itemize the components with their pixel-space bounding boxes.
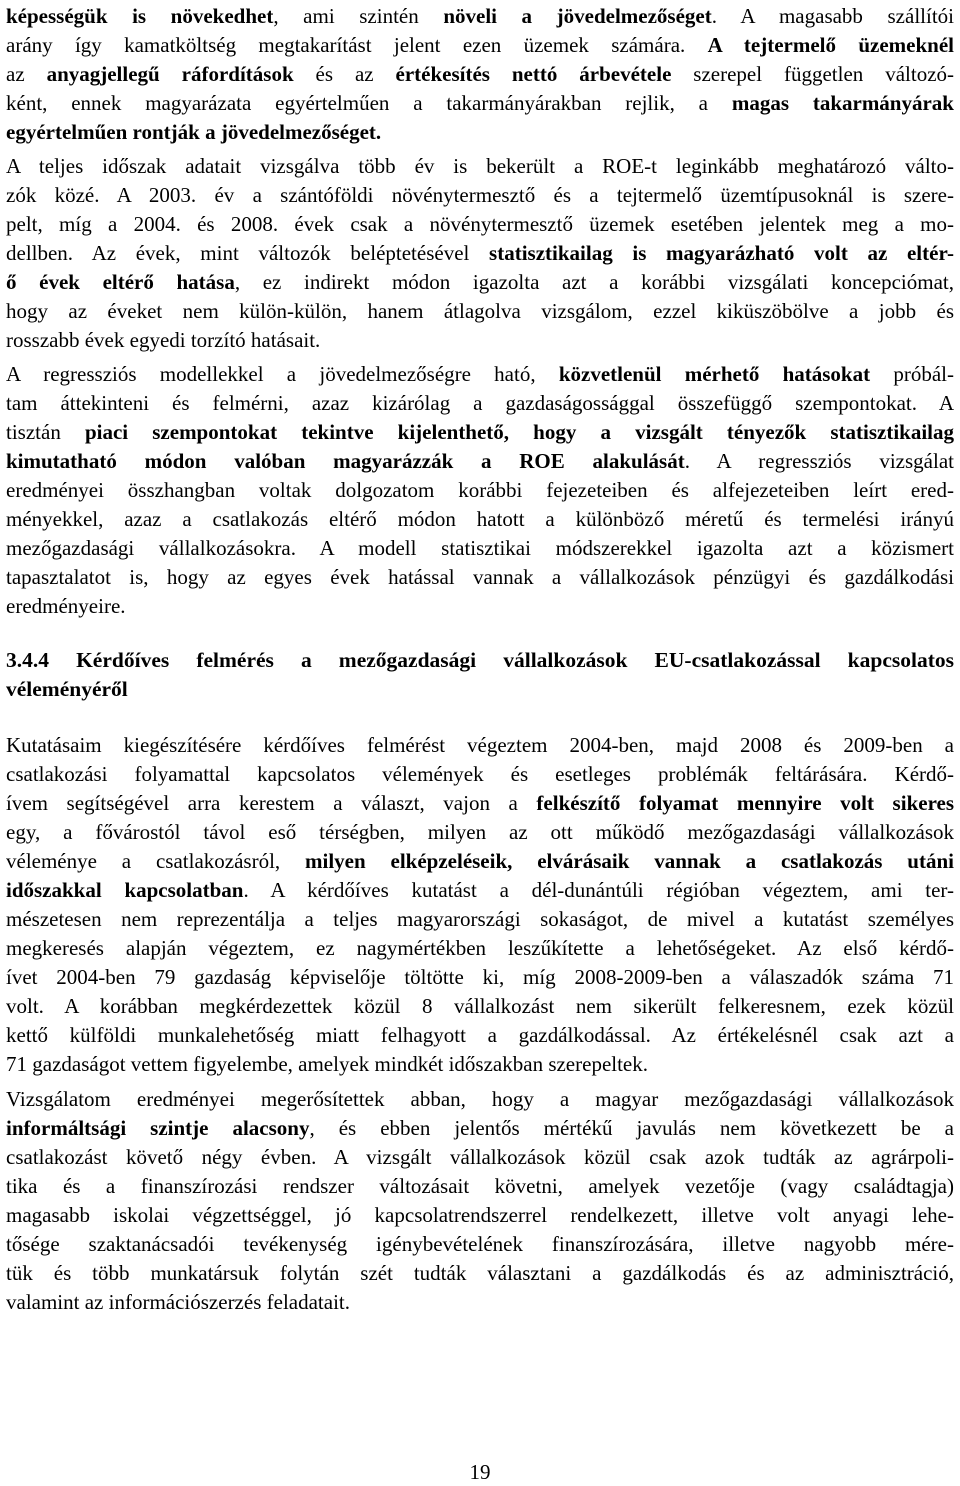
text-run: tam áttekinteni és felmérni, azaz kizárólag a gazdaságossággal összefüggő szempontokat. A xyxy=(6,391,954,415)
text-line xyxy=(6,1143,954,1172)
text-run: mészetesen nem reprezentálja a teljes magyarországi sokaságot, de mivel a kutatást személyes xyxy=(6,907,954,931)
text-run: , és ebben jelentős mértékű javulás nem következett be a xyxy=(309,1116,954,1140)
text-run: tisztán xyxy=(6,420,85,444)
bold-text-run: időszakkal kapcsolatban xyxy=(6,878,244,902)
text-line xyxy=(6,326,954,355)
bold-text-run: magas takarmányárak xyxy=(731,91,954,115)
text-run: . A magasabb szállítói xyxy=(711,4,954,28)
text-line xyxy=(6,297,954,326)
text-run: eredményei összhangban voltak dolgozatom korábbi fejezeteiben és alfejezeteiben leírt ered- xyxy=(6,478,954,502)
text-run: csatlakozási folyamattal kapcsolatos vélemények és esetleges problémák feltárására. Kérdő- xyxy=(6,762,954,786)
text-run: szerepel független változó- xyxy=(671,62,955,86)
text-line xyxy=(6,152,954,181)
text-run: eredményeire. xyxy=(6,594,126,618)
text-line xyxy=(6,905,954,934)
text-run: tősége szaktanácsadói tevékenység igénybevételének finanszírozására, illetve nagyobb mére- xyxy=(6,1232,954,1256)
text-line xyxy=(6,210,954,239)
text-run: 71 gazdaságot vettem figyelembe, amelyek mindkét időszakban szerepeltek. xyxy=(6,1052,649,1076)
text-run: . A kérdőíves kutatást a dél-dunántúli régióban végeztem, ami ter- xyxy=(243,878,954,902)
text-line xyxy=(6,934,954,963)
text-line xyxy=(6,268,954,297)
text-run: Vizsgálatom eredményei megerősítettek abban, hogy a magyar mezőgazdasági vállalkozások xyxy=(6,1087,954,1111)
bold-text-run: értékesítés nettó árbevétele xyxy=(395,62,672,86)
text-run: ként, ennek magyarázata egyértelműen a takarmányárakban rejlik, a xyxy=(6,91,732,115)
bold-text-run: kimutatható módon valóban magyarázzák a ROE alakulását xyxy=(6,449,685,473)
text-line xyxy=(6,181,954,210)
text-line xyxy=(6,239,954,268)
text-run: valamint az információszerzés feladatait. xyxy=(6,1290,350,1314)
text-line xyxy=(6,563,954,592)
text-run: hogy az éveket nem külön-külön, hanem átlagolva vizsgálom, ezzel kiküszöbölve a jobb és xyxy=(6,299,954,323)
bold-text-run: A tejtermelő üzemeknél xyxy=(707,33,954,57)
text-run: pelt, míg a 2004. és 2008. évek csak a növénytermesztő üzemek esetében jelentek meg a mo- xyxy=(6,212,954,236)
text-run: arány így kamatköltség megtakarítást jelent ezen üzemek számára. xyxy=(6,33,708,57)
text-line xyxy=(6,1021,954,1050)
text-run: 3.4.4 Kérdőíves felmérés a mezőgazdasági vállalkozások EU-csatlakozással kapcsolatos xyxy=(6,648,954,672)
text-line xyxy=(6,1201,954,1230)
text-run: és az xyxy=(293,62,396,86)
text-run: dellben. Az évek, mint változók beléptetésével xyxy=(6,241,490,265)
text-run: magasabb iskolai végzettséggel, jó kapcsolatrendszerrel rendelkezett, illetve volt anyagi lehe- xyxy=(6,1203,954,1227)
text-line xyxy=(6,760,954,789)
text-run: tük és több munkatársuk folytán szét tudták választani a gazdálkodás és az adminisztráció, xyxy=(6,1261,954,1285)
text-run: az xyxy=(6,62,47,86)
text-line xyxy=(6,31,954,60)
text-line xyxy=(6,992,954,1021)
text-run: véleménye a csatlakozásról, xyxy=(6,849,305,873)
text-run: tika és a finanszírozási rendszer változásait követni, amelyek vezetője (vagy családtagja) xyxy=(6,1174,954,1198)
text-line xyxy=(6,789,954,818)
text-line xyxy=(6,505,954,534)
bold-text-run: egyértelműen rontják a jövedelmezőséget. xyxy=(6,120,382,144)
text-line xyxy=(6,646,954,675)
text-line xyxy=(6,534,954,563)
text-line xyxy=(6,360,954,389)
text-line xyxy=(6,1050,954,1079)
text-run: tapasztalatot is, hogy az egyes évek hatással vannak a vállalkozások pénzügyi és gazdálkodási xyxy=(6,565,954,589)
bold-text-run: milyen elképzeléseik, elvárásaik vannak a csatlakozás utáni xyxy=(305,849,954,873)
text-run: egy, a fővárostól távol eső térségben, milyen az ott működő mezőgazdasági vállalkozások xyxy=(6,820,954,844)
text-run: ívet 2004-ben 79 gazdaság képviselője töltötte ki, míg 2008-2009-ben a válaszadók száma 71 xyxy=(6,965,954,989)
bold-text-run: ő évek eltérő hatása xyxy=(6,270,235,294)
text-line xyxy=(6,2,954,31)
page-number: 19 xyxy=(469,1460,491,1484)
text-run: zók közé. A 2003. év a szántóföldi növénytermesztő és a tejtermelő üzemtípusoknál is szere- xyxy=(6,183,954,207)
text-line xyxy=(6,731,954,760)
text-line xyxy=(6,592,954,621)
text-line xyxy=(6,847,954,876)
text-line xyxy=(6,963,954,992)
bold-text-run: piaci szempontokat tekintve kijelenthető, hogy a vizsgált tényezők statisztikailag xyxy=(84,420,954,444)
bold-text-run: képességük is növekedhet xyxy=(6,4,274,28)
text-line xyxy=(6,118,954,147)
text-run: megkeresés alapján végeztem, ez nagymértékben leszűkítette a lehetőségeket. Az első kérdő- xyxy=(6,936,954,960)
text-run: . A regressziós vizsgálat xyxy=(684,449,954,473)
text-line xyxy=(6,675,954,704)
text-run: A regressziós modellekkel a jövedelmezőségre ható, xyxy=(6,362,559,386)
bold-text-run: növeli a jövedelmezőséget xyxy=(443,4,712,28)
text-run: , ami szintén xyxy=(273,4,444,28)
text-run: Kutatásaim kiegészítésére kérdőíves felmérést végeztem 2004-ben, majd 2008 és 2009-ben a xyxy=(6,733,954,757)
text-line xyxy=(6,418,954,447)
bold-text-run: informáltsági szintje alacsony xyxy=(6,1116,310,1140)
text-line xyxy=(6,876,954,905)
text-run: volt. A korábban megkérdezettek közül 8 vállalkozást nem sikerült felkeresnem, ezek közül xyxy=(6,994,954,1018)
text-line xyxy=(6,60,954,89)
text-line xyxy=(6,389,954,418)
text-line xyxy=(6,818,954,847)
text-line xyxy=(6,89,954,118)
text-run: rosszabb évek egyedi torzító hatásait. xyxy=(6,328,321,352)
text-line xyxy=(6,1230,954,1259)
bold-text-run: közvetlenül mérhető hatásokat xyxy=(558,362,871,386)
bold-text-run: statisztikailag is magyarázható volt az eltér- xyxy=(489,241,954,265)
text-run: csatlakozást követő négy évben. A vizsgált vállalkozások közül csak azok tudták az agrárpoli- xyxy=(6,1145,954,1169)
text-line xyxy=(6,447,954,476)
text-line xyxy=(6,1259,954,1288)
text-line xyxy=(6,476,954,505)
text-run: , ez indirekt módon igazolta azt a korábbi vizsgálati koncepciómat, xyxy=(234,270,954,294)
text-run: ívem segítségével arra kerestem a választ, vajon a xyxy=(6,791,537,815)
text-line xyxy=(6,1172,954,1201)
text-run: véleményéről xyxy=(6,677,128,701)
text-line xyxy=(6,1288,954,1317)
text-run: ményekkel, azaz a csatlakozás eltérő módon hatott a különböző méretű és termelési irányú xyxy=(6,507,954,531)
text-run: próbál- xyxy=(870,362,954,386)
bold-text-run: anyagjellegű ráfordítások xyxy=(46,62,294,86)
bold-text-run: felkészítő folyamat mennyire volt sikeres xyxy=(536,791,954,815)
text-run: A teljes időszak adatait vizsgálva több év is bekerült a ROE-t leginkább meghatározó válto- xyxy=(6,154,954,178)
text-line xyxy=(6,1085,954,1114)
text-run: kettő külföldi munkalehetőség miatt felhagyott a gazdálkodással. Az értékelésnél csak azt a xyxy=(6,1023,954,1047)
text-line xyxy=(6,1114,954,1143)
text-run: mezőgazdasági vállalkozásokra. A modell statisztikai módszerekkel igazolta azt a közismert xyxy=(6,536,954,560)
